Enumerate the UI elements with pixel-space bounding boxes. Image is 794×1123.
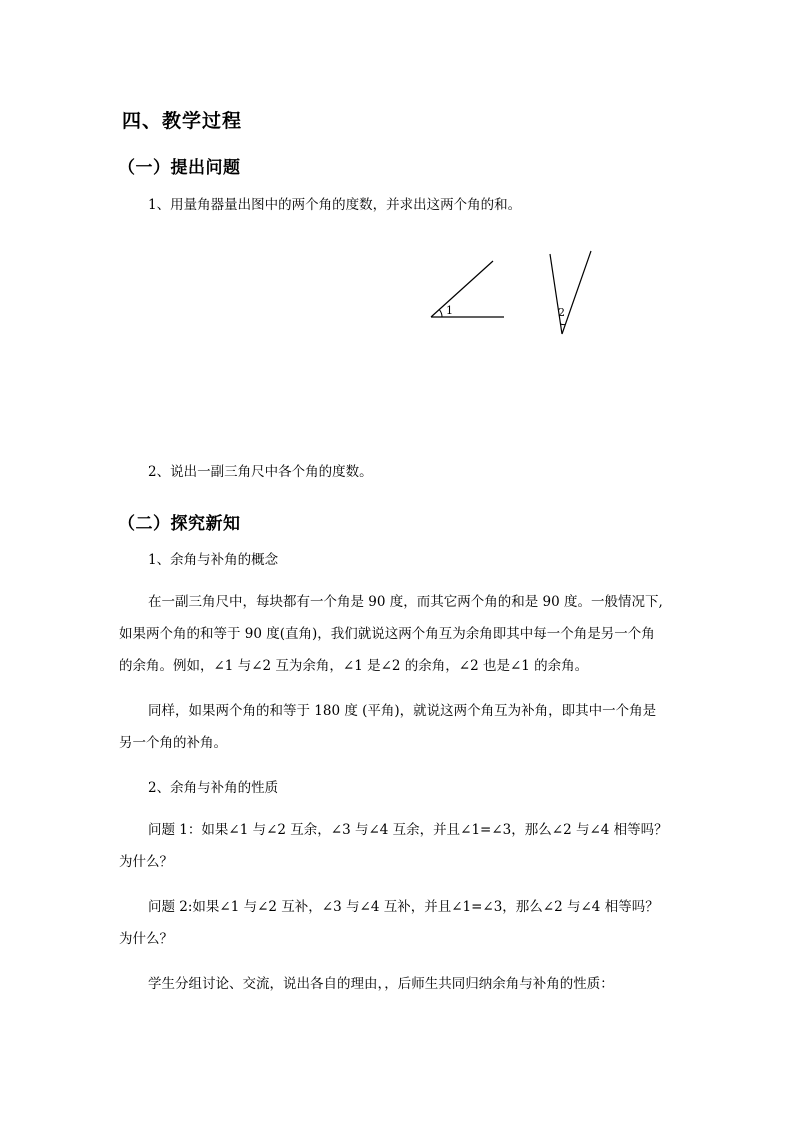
part1-item1: 1、用量角器量出图中的两个角的度数，并求出这两个角的和。 — [148, 197, 522, 213]
para2-line2: 另一个角的补角。 — [119, 735, 227, 751]
question1-line1: 问题 1：如果∠1 与∠2 互余，∠3 与∠4 互余，并且∠1=∠3，那么∠2 与∠4 相等吗？ — [148, 822, 668, 838]
section-title: 四、教学过程 — [122, 110, 243, 132]
angle-2-label: 2 — [558, 306, 565, 319]
closing-paragraph: 学生分组讨论、交流，说出各自的理由，，后师生共同归纳余角与补角的性质： — [148, 976, 614, 992]
question2-line1: 问题 2:如果∠1 与∠2 互补，∠3 与∠4 互补，并且∠1=∠3，那么∠2 与∠4 相等吗？ — [148, 899, 659, 915]
para1-line1: 在一副三角尺中，每块都有一个角是 90 度，而其它两个角的和是 90 度。一般情况下, — [148, 594, 663, 610]
part1-item2: 2、说出一副三角尺中各个角的度数。 — [148, 464, 373, 480]
question1-line2: 为什么？ — [119, 854, 173, 870]
angle-2-right-ray — [562, 251, 591, 334]
question2-line2: 为什么？ — [119, 931, 173, 947]
angle-2-figure — [550, 251, 591, 334]
part1-heading: （一）提出问题 — [118, 158, 241, 178]
part2-sub2: 2、余角与补角的性质 — [148, 780, 279, 796]
angle-2-arc — [561, 324, 566, 325]
angle-2-left-ray — [550, 254, 562, 334]
angle-1-arc — [439, 310, 442, 317]
angle-1-slant-ray — [431, 261, 493, 317]
angle-1-figure — [431, 261, 504, 317]
para1-line2: 如果两个角的和等于 90 度(直角)，我们就说这两个角互为余角即其中每一个角是另一个角 — [119, 626, 655, 642]
para1-line3: 的余角。例如，∠1 与∠2 互为余角，∠1 是∠2 的余角，∠2 也是∠1 的余角。 — [119, 658, 589, 674]
part2-heading: （二）探究新知 — [118, 514, 241, 534]
part2-sub1: 1、余角与补角的概念 — [148, 552, 279, 568]
para2-line1: 同样，如果两个角的和等于 180 度 (平角)，就说这两个角互为补角，即其中一个角是 — [148, 703, 657, 719]
angle-1-label: 1 — [446, 304, 453, 317]
